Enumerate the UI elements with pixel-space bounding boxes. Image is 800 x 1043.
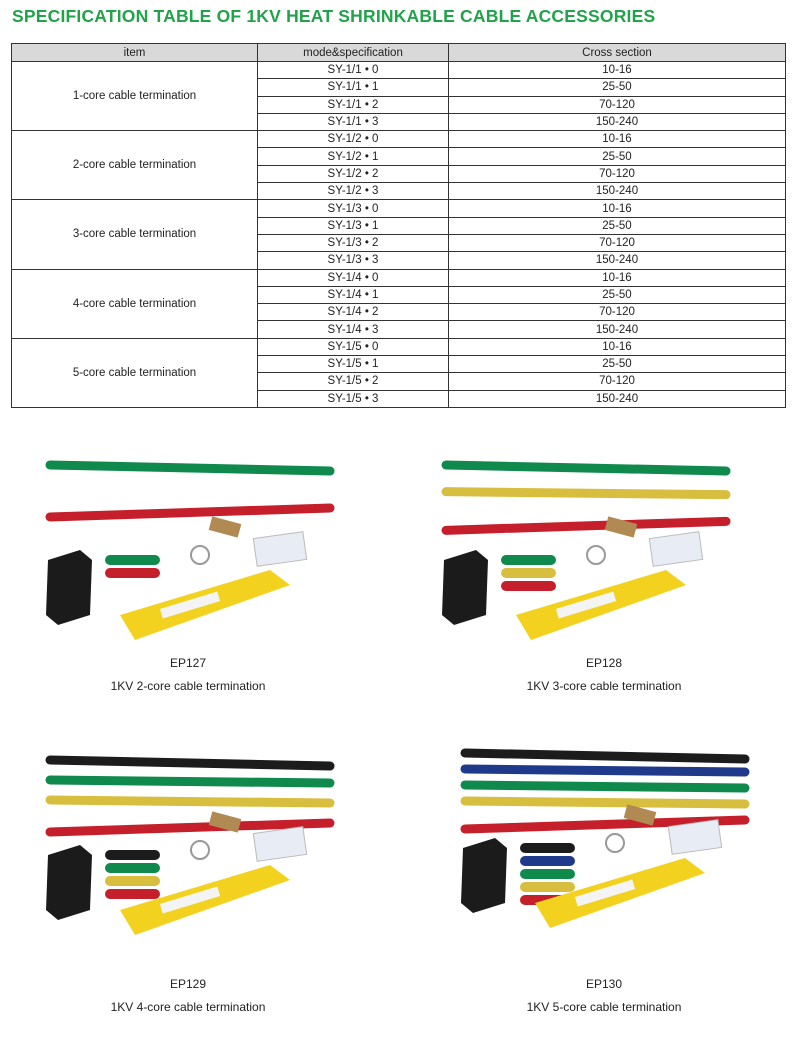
product-caption-ep127 (58, 652, 318, 698)
cross-section-cell: 150-240 (449, 390, 786, 407)
cross-section-cell: 70-120 (449, 96, 786, 113)
product-code: EP130 (585, 977, 623, 991)
cross-section-cell: 150-240 (449, 252, 786, 269)
item-cell: 5-core cable termination (12, 338, 258, 407)
cross-section-cell: 10-16 (449, 131, 786, 148)
table-row (12, 200, 786, 217)
long-tube-green (50, 780, 330, 783)
table-row (12, 62, 786, 79)
short-sleeve-yellow (105, 876, 160, 886)
cross-section-cell: 10-16 (449, 62, 786, 79)
spec-table (11, 43, 786, 408)
product-code: EP127 (169, 656, 207, 670)
product-name: 1KV 2-core cable termination (110, 679, 266, 693)
product-photo-ep129 (40, 745, 340, 945)
product-caption-ep130 (474, 973, 734, 1019)
model-cell: SY-1/3 • 2 (258, 234, 449, 251)
short-sleeve-red (105, 568, 160, 578)
product-code: EP129 (169, 977, 207, 991)
model-cell: SY-1/2 • 1 (258, 148, 449, 165)
item-cell: 4-core cable termination (12, 269, 258, 338)
long-tube-green (446, 465, 726, 471)
model-cell: SY-1/2 • 3 (258, 183, 449, 200)
model-cell: SY-1/5 • 3 (258, 390, 449, 407)
product-name: 1KV 5-core cable termination (526, 1000, 682, 1014)
model-cell: SY-1/1 • 2 (258, 96, 449, 113)
model-cell: SY-1/4 • 1 (258, 286, 449, 303)
table-header-row (12, 44, 786, 62)
short-sleeve-black (105, 850, 160, 860)
long-tube-yellow (465, 801, 745, 804)
instruction-sheet (649, 532, 702, 567)
model-cell: SY-1/5 • 1 (258, 356, 449, 373)
earth-wire-coil (191, 546, 209, 564)
cross-section-cell: 70-120 (449, 373, 786, 390)
short-sleeve-red (105, 889, 160, 899)
cross-section-cell: 10-16 (449, 200, 786, 217)
breakout-boot (442, 550, 488, 625)
cross-section-cell: 70-120 (449, 304, 786, 321)
long-tube-yellow (50, 800, 330, 803)
copper-mesh (605, 516, 638, 537)
long-tube-blue (465, 769, 745, 772)
product-caption-ep128 (474, 652, 734, 698)
cross-section-cell: 10-16 (449, 338, 786, 355)
model-cell: SY-1/5 • 2 (258, 373, 449, 390)
model-cell: SY-1/1 • 3 (258, 113, 449, 130)
item-cell: 3-core cable termination (12, 200, 258, 269)
breakout-boot (46, 845, 92, 920)
cross-section-cell: 150-240 (449, 321, 786, 338)
short-sleeve-red (501, 581, 556, 591)
cross-section-cell: 25-50 (449, 356, 786, 373)
product-photo-ep128 (436, 450, 736, 650)
long-tube-green (465, 785, 745, 788)
short-sleeve-blue (520, 856, 575, 866)
earth-wire-coil (606, 834, 624, 852)
long-tube-yellow (446, 492, 726, 495)
model-cell: SY-1/1 • 0 (258, 62, 449, 79)
long-tube-black (50, 760, 330, 766)
breakout-boot (461, 838, 507, 913)
earth-wire-coil (587, 546, 605, 564)
cross-section-cell: 70-120 (449, 234, 786, 251)
cross-section-cell: 10-16 (449, 269, 786, 286)
cross-section-cell: 150-240 (449, 113, 786, 130)
table-row (12, 131, 786, 148)
product-name: 1KV 3-core cable termination (526, 679, 682, 693)
model-cell: SY-1/1 • 1 (258, 79, 449, 96)
short-sleeve-yellow (501, 568, 556, 578)
earth-wire-coil (191, 841, 209, 859)
long-tube-black (465, 753, 745, 759)
short-sleeve-green (105, 555, 160, 565)
model-cell: SY-1/4 • 2 (258, 304, 449, 321)
product-code: EP128 (585, 656, 623, 670)
col-header-model: mode&specification (258, 44, 449, 62)
spec-table-body (12, 62, 786, 408)
instruction-sheet (253, 532, 306, 567)
cross-section-cell: 70-120 (449, 165, 786, 182)
model-cell: SY-1/4 • 0 (258, 269, 449, 286)
cross-section-cell: 25-50 (449, 217, 786, 234)
page-title: SPECIFICATION TABLE OF 1KV HEAT SHRINKABLE CABLE ACCESSORIES (12, 6, 656, 26)
breakout-boot (46, 550, 92, 625)
short-sleeve-green (105, 863, 160, 873)
model-cell: SY-1/2 • 0 (258, 131, 449, 148)
model-cell: SY-1/2 • 2 (258, 165, 449, 182)
col-header-cross-section: Cross section (449, 44, 786, 62)
copper-mesh (209, 516, 242, 537)
long-tube-red (50, 508, 330, 517)
cross-section-cell: 25-50 (449, 148, 786, 165)
instruction-sheet (253, 827, 306, 862)
model-cell: SY-1/5 • 0 (258, 338, 449, 355)
table-row (12, 338, 786, 355)
long-tube-green (50, 465, 330, 471)
cross-section-cell: 25-50 (449, 286, 786, 303)
product-name: 1KV 4-core cable termination (110, 1000, 266, 1014)
cross-section-cell: 150-240 (449, 183, 786, 200)
short-sleeve-green (501, 555, 556, 565)
short-sleeve-black (520, 843, 575, 853)
product-caption-ep129 (58, 973, 318, 1019)
long-tube-red (446, 521, 726, 530)
product-photo-ep127 (40, 450, 340, 650)
short-sleeve-yellow (520, 882, 575, 892)
model-cell: SY-1/3 • 3 (258, 252, 449, 269)
item-cell: 2-core cable termination (12, 131, 258, 200)
item-cell: 1-core cable termination (12, 62, 258, 131)
model-cell: SY-1/4 • 3 (258, 321, 449, 338)
product-photo-ep130 (455, 738, 755, 938)
table-row (12, 269, 786, 286)
short-sleeve-green (520, 869, 575, 879)
col-header-item: item (12, 44, 258, 62)
model-cell: SY-1/3 • 0 (258, 200, 449, 217)
cross-section-cell: 25-50 (449, 79, 786, 96)
model-cell: SY-1/3 • 1 (258, 217, 449, 234)
